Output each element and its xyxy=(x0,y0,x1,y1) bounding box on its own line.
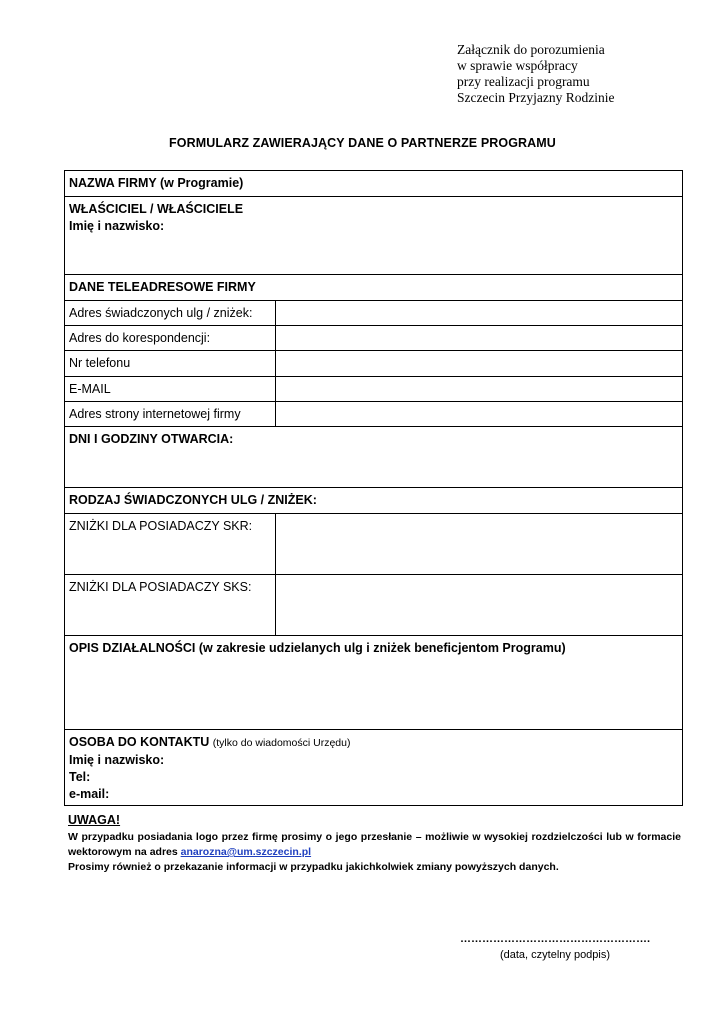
row-company-name xyxy=(65,171,683,197)
notice-text-2: Prosimy również o przekazanie informacji w przypadku jakichkolwiek zmiany powyższych danych. xyxy=(68,861,559,873)
contact-data-header xyxy=(65,275,683,301)
row-contact-person xyxy=(65,730,683,806)
phone-field[interactable] xyxy=(276,351,683,377)
row-email xyxy=(65,377,683,402)
annex-line: Załącznik do porozumienia xyxy=(457,42,605,57)
address-mail-label: Adres do korespondencji: xyxy=(65,326,276,351)
address-service-field[interactable] xyxy=(276,301,683,326)
website-label: Adres strony internetowej firmy xyxy=(65,402,276,427)
owner-field[interactable] xyxy=(65,197,683,275)
email-link[interactable]: anarozna@um.szczecin.pl xyxy=(180,846,312,858)
discounts-label: RODZAJ ŚWIADCZONYCH ULG / ZNIŻEK: xyxy=(69,493,317,507)
skr-field[interactable] xyxy=(276,514,683,575)
signature-caption: (data, czytelny podpis) xyxy=(499,949,611,961)
contact-person-label: OSOBA DO KONTAKTU xyxy=(69,735,210,749)
sks-field[interactable] xyxy=(276,575,683,636)
row-contact-data xyxy=(65,275,683,301)
row-address-service xyxy=(65,301,683,326)
discounts-header xyxy=(65,488,683,514)
notice-heading: UWAGA! xyxy=(68,813,121,827)
website-field[interactable] xyxy=(276,402,683,427)
row-activity xyxy=(65,636,683,730)
email-label: E-MAIL xyxy=(65,377,276,402)
annex-line: w sprawie współpracy xyxy=(457,58,578,73)
contact-email-label: e-mail: xyxy=(69,787,110,801)
opening-hours-field[interactable] xyxy=(65,427,683,488)
contact-name-label: Imię i nazwisko: xyxy=(69,753,165,767)
address-service-label: Adres świadczonych ulg / zniżek: xyxy=(65,301,276,326)
owner-name-label: Imię i nazwisko: xyxy=(69,219,165,233)
row-owner xyxy=(65,197,683,275)
row-sks xyxy=(65,575,683,636)
opening-hours-label: DNI I GODZINY OTWARCIA: xyxy=(69,432,234,446)
annex-note xyxy=(457,42,614,106)
signature-line: ……………………………………………. xyxy=(459,933,651,945)
notice-text-part: W przypadku posiadania logo przez firmę prosimy o jego przesłanie – możliwie w wysokiej rozdzielczości lub w formacie wektorowym na adres xyxy=(68,831,681,858)
activity-field[interactable] xyxy=(65,636,683,730)
phone-label: Nr telefonu xyxy=(65,351,276,377)
notice-section xyxy=(68,813,681,875)
row-address-mail xyxy=(65,326,683,351)
company-name-field[interactable] xyxy=(65,171,683,197)
contact-tel-label: Tel: xyxy=(69,770,91,784)
notice-text xyxy=(68,830,681,860)
row-opening-hours xyxy=(65,427,683,488)
contact-person-field[interactable] xyxy=(65,730,683,806)
contact-person-note: (tylko do wiadomości Urzędu) xyxy=(212,737,351,749)
row-website xyxy=(65,402,683,427)
row-phone xyxy=(65,351,683,377)
signature-block xyxy=(455,932,655,961)
row-skr xyxy=(65,514,683,575)
annex-line: przy realizacji programu xyxy=(457,74,590,89)
company-name-label: NAZWA FIRMY (w Programie) xyxy=(69,176,244,190)
row-discounts xyxy=(65,488,683,514)
skr-label: ZNIŻKI DLA POSIADACZY SKR: xyxy=(65,514,276,575)
contact-data-label: DANE TELEADRESOWE FIRMY xyxy=(69,280,256,294)
address-mail-field[interactable] xyxy=(276,326,683,351)
activity-label: OPIS DZIAŁALNOŚCI (w zakresie udzielanych ulg i zniżek beneficjentom Programu) xyxy=(69,641,566,655)
annex-line: Szczecin Przyjazny Rodzinie xyxy=(457,90,615,105)
document-title: FORMULARZ ZAWIERAJĄCY DANE O PARTNERZE PROGRAMU xyxy=(169,136,556,150)
owner-label: WŁAŚCICIEL / WŁAŚCICIELE xyxy=(69,202,244,216)
sks-label: ZNIŻKI DLA POSIADACZY SKS: xyxy=(65,575,276,636)
email-field[interactable] xyxy=(276,377,683,402)
partner-form-table xyxy=(64,170,683,806)
